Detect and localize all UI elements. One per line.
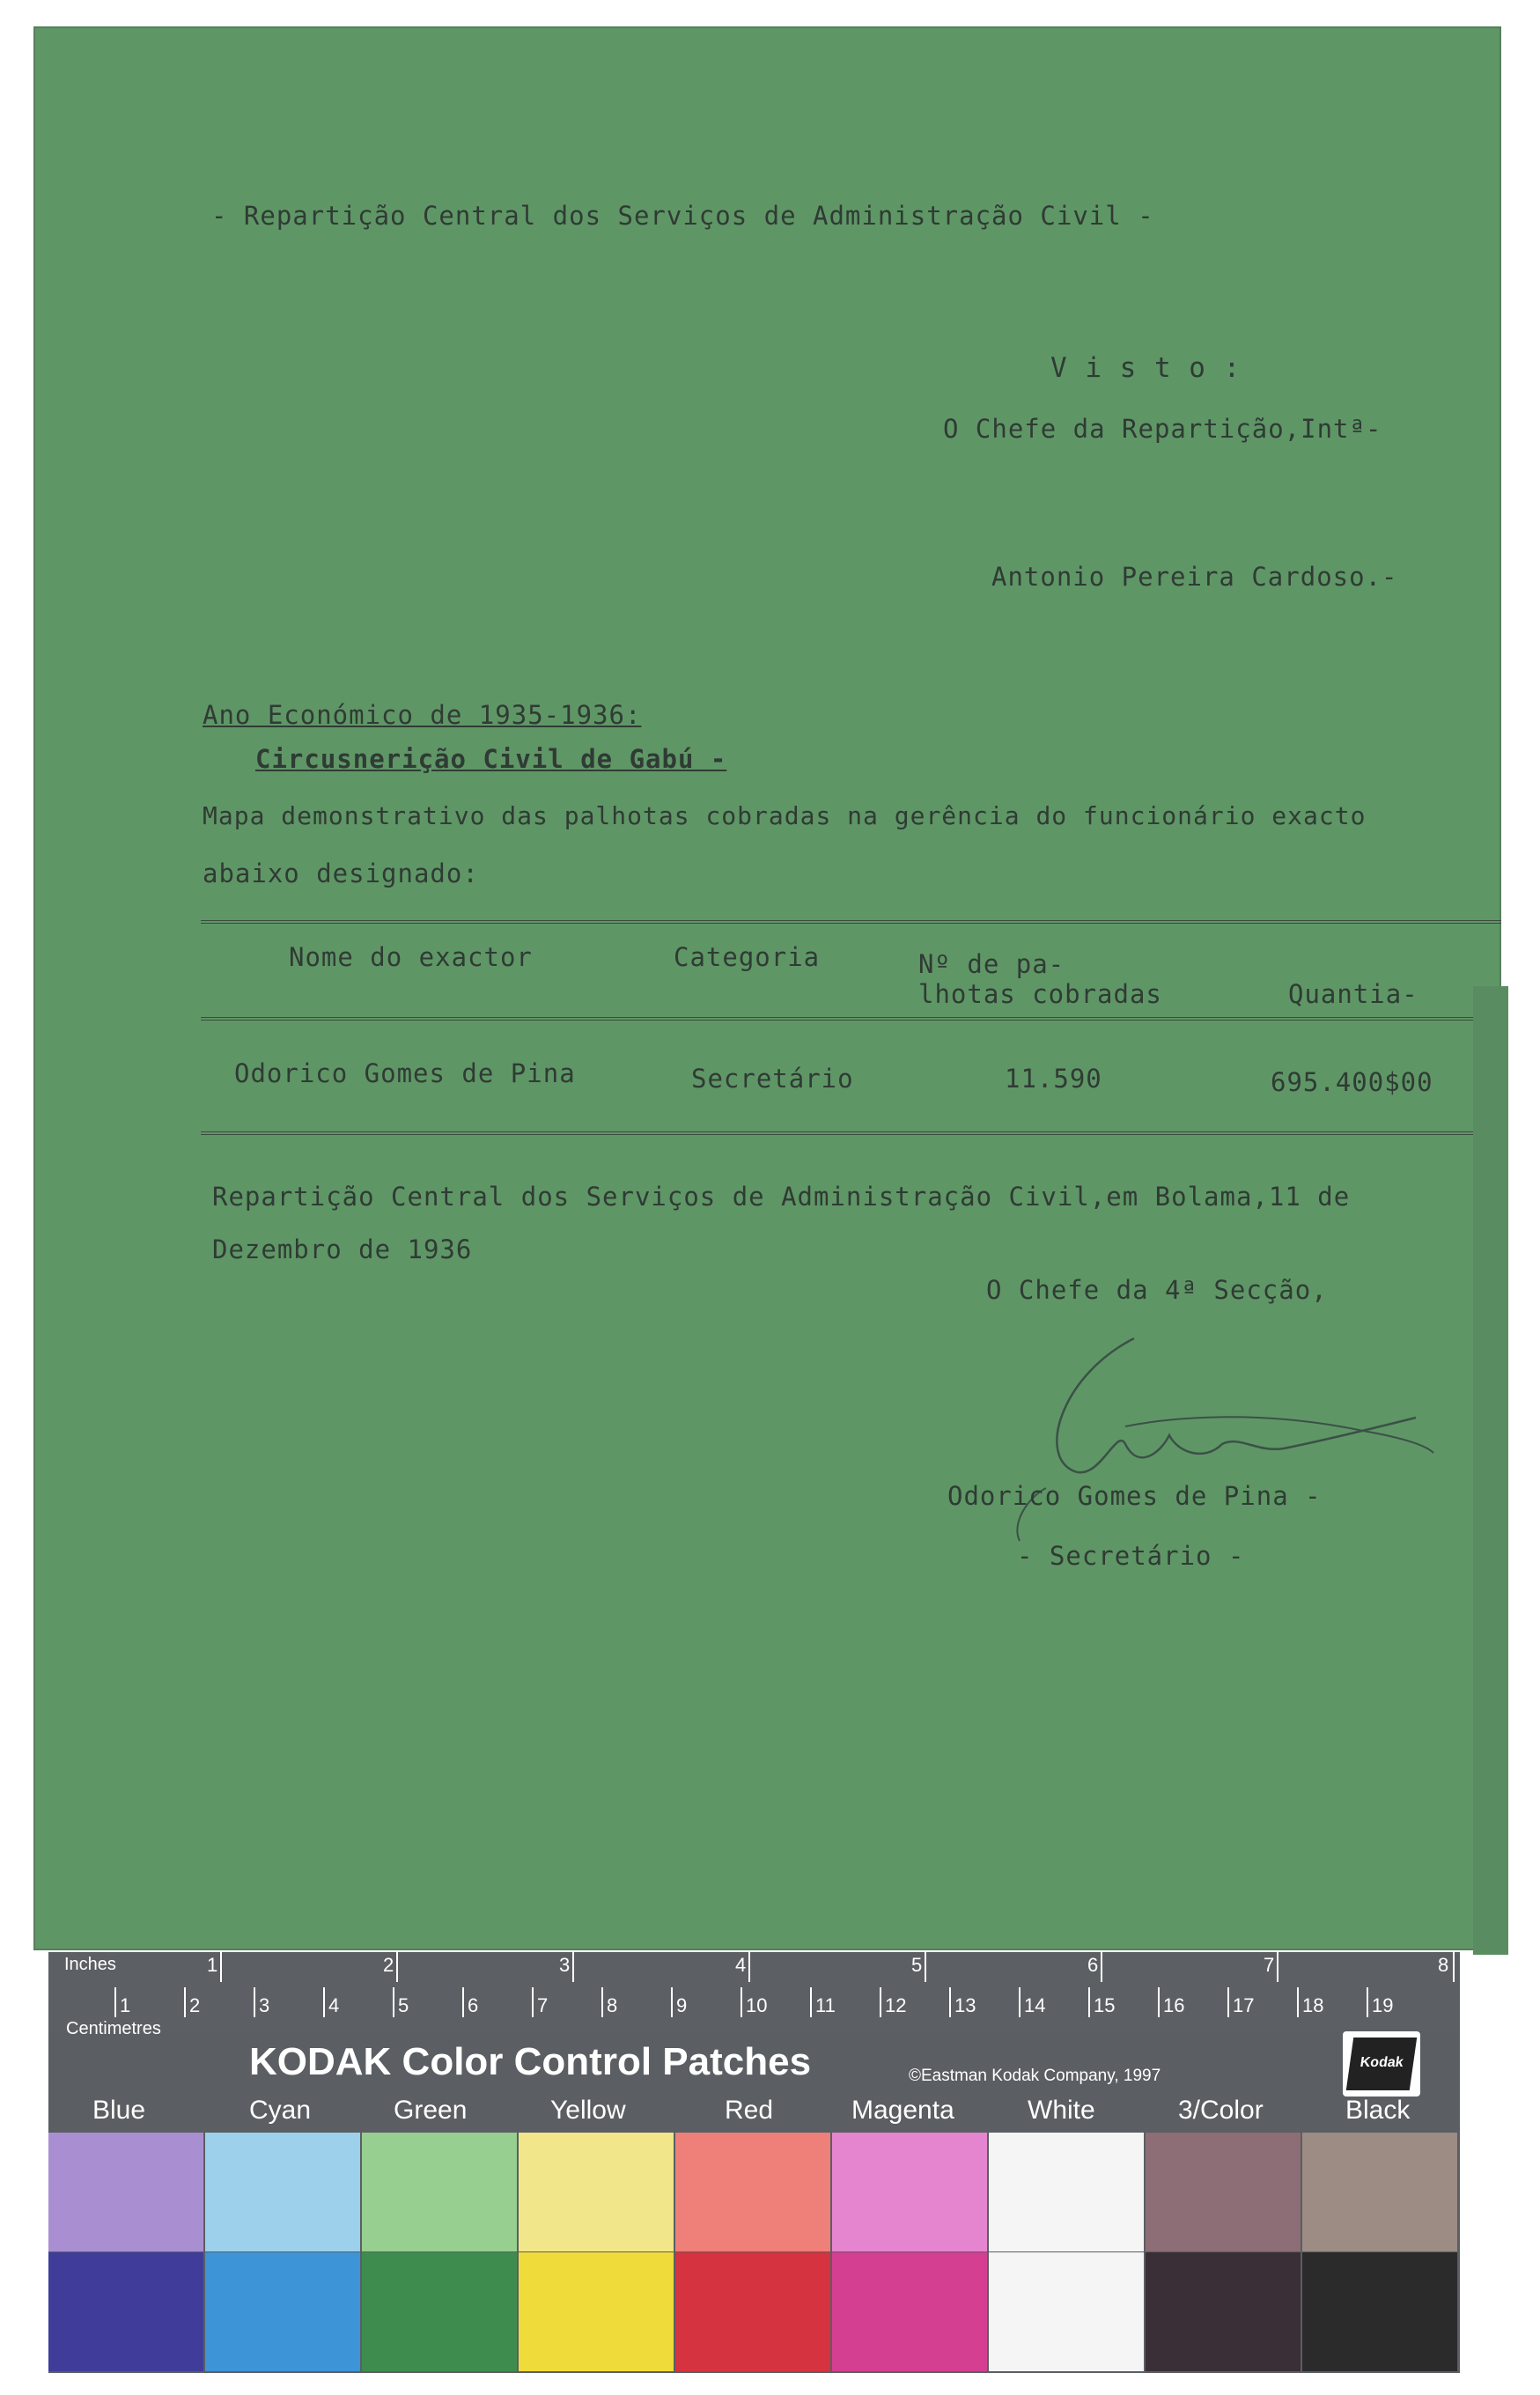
- closing-line-2: Dezembro de 1936: [212, 1234, 473, 1264]
- kodak-logo: [1343, 2031, 1420, 2097]
- header-quantia: Quantia-: [1288, 979, 1418, 1009]
- patch-green-light: [362, 2133, 517, 2251]
- cm-number: 9: [676, 1994, 688, 2016]
- document-page: [33, 26, 1501, 1950]
- patch-3color-dark: [1146, 2252, 1301, 2371]
- patch-black-dark: [1302, 2252, 1457, 2371]
- row-palhotas: 11.590: [1005, 1064, 1102, 1094]
- cm-number: 8: [607, 1994, 618, 2016]
- cm-tick: [1297, 1987, 1299, 2017]
- patch-label-red: Red: [725, 2096, 774, 2125]
- patch-blue-light: [48, 2133, 203, 2251]
- patch-red-light: [675, 2133, 830, 2251]
- ruler: [48, 1952, 1460, 2038]
- cm-tick: [1088, 1987, 1090, 2017]
- signatory-title: - Secretário -: [1017, 1541, 1245, 1571]
- cm-number: 12: [885, 1994, 907, 2016]
- target-copyright: ©Eastman Kodak Company, 1997: [909, 2067, 1161, 2085]
- inch-number: 8: [1438, 1954, 1449, 1976]
- cm-tick: [880, 1987, 881, 2017]
- mapa-line-1: Mapa demonstrativo das palhotas cobradas na gerência do funcionário exacto: [203, 801, 1367, 830]
- patch-white-bottom: [989, 2252, 1144, 2371]
- cm-number: 4: [328, 1994, 340, 2016]
- row-quantia: 695.400$00: [1271, 1067, 1433, 1097]
- inch-tick: [572, 1952, 574, 1982]
- closing-line-1: Repartição Central dos Serviços de Administração Civil,em Bolama,11 de: [212, 1182, 1351, 1212]
- inch-number: 6: [1087, 1954, 1099, 1976]
- inch-tick: [748, 1952, 750, 1982]
- patch-black-light: [1302, 2133, 1457, 2251]
- header-title: - Repartição Central dos Serviços de Administração Civil -: [211, 201, 1154, 231]
- table-top-rule: [201, 920, 1501, 924]
- patch-label-black: Black: [1345, 2096, 1411, 2125]
- cm-number: 10: [746, 1994, 768, 2016]
- cm-number: 7: [537, 1994, 549, 2016]
- header-categoria: Categoria: [674, 942, 821, 972]
- header-palhotas-1: Nº de pa-: [918, 949, 1065, 979]
- inch-number: 2: [383, 1954, 394, 1976]
- cm-number: 17: [1233, 1994, 1255, 2016]
- cm-number: 13: [954, 1994, 976, 2016]
- inch-tick: [220, 1952, 222, 1982]
- cm-tick: [532, 1987, 534, 2017]
- row-categoria: Secretário: [691, 1064, 854, 1094]
- patch-label-yellow: Yellow: [550, 2096, 626, 2125]
- patch-label-green: Green: [394, 2096, 468, 2125]
- cm-number: 3: [259, 1994, 270, 2016]
- patch-label-3color: 3/Color: [1178, 2096, 1264, 2125]
- cm-number: 19: [1372, 1994, 1394, 2016]
- chefe-nome: Antonio Pereira Cardoso.-: [991, 562, 1398, 592]
- row-nome: Odorico Gomes de Pina: [234, 1058, 576, 1088]
- cm-number: 18: [1302, 1994, 1324, 2016]
- kodak-logo-text: Kodak: [1359, 2055, 1404, 2070]
- signatory-name: Odorico Gomes de Pina -: [947, 1481, 1322, 1511]
- patch-label-cyan: Cyan: [249, 2096, 312, 2125]
- inches-label: Inches: [64, 1955, 116, 1974]
- table-header-rule: [201, 1017, 1501, 1021]
- patch-yellow-dark: [519, 2252, 674, 2371]
- circunscricao: Circusnerição Civil de Gabú -: [255, 744, 727, 774]
- cm-number: 1: [120, 1994, 131, 2016]
- patch-3color-light: [1146, 2133, 1301, 2251]
- target-title: KODAK Color Control Patches: [249, 2040, 812, 2083]
- header-nome: Nome do exactor: [289, 942, 533, 972]
- patch-red-dark: [675, 2252, 830, 2371]
- cm-tick: [184, 1987, 186, 2017]
- ano-economico: Ano Económico de 1935-1936:: [203, 700, 642, 730]
- patch-magenta-dark: [832, 2252, 987, 2371]
- inch-tick: [925, 1952, 926, 1982]
- mapa-line-2: abaixo designado:: [203, 859, 479, 888]
- visto-label: V i s t o :: [1050, 352, 1242, 384]
- patch-cyan-dark: [205, 2252, 360, 2371]
- patch-white-top: [989, 2133, 1144, 2251]
- inch-number: 4: [735, 1954, 747, 1976]
- inch-number: 1: [207, 1954, 218, 1976]
- patch-green-dark: [362, 2252, 517, 2371]
- cm-tick: [949, 1987, 951, 2017]
- kodak-color-target: [48, 1952, 1460, 2373]
- cm-tick: [741, 1987, 742, 2017]
- cm-tick: [671, 1987, 673, 2017]
- centimetres-label: Centimetres: [66, 2019, 161, 2038]
- patch-cyan-light: [205, 2133, 360, 2251]
- cm-tick: [1227, 1987, 1229, 2017]
- cm-number: 11: [815, 1994, 836, 2016]
- chefe-reparticao: O Chefe da Repartição,Intª-: [943, 414, 1382, 444]
- cm-tick: [323, 1987, 325, 2017]
- table-bottom-rule: [201, 1131, 1501, 1135]
- chefe-seccao: O Chefe da 4ª Secção,: [986, 1275, 1328, 1305]
- cm-tick: [601, 1987, 603, 2017]
- patch-blue-dark: [48, 2252, 203, 2371]
- inch-number: 7: [1264, 1954, 1275, 1976]
- cm-number: 15: [1094, 1994, 1116, 2016]
- inch-tick: [1277, 1952, 1278, 1982]
- cm-number: 2: [189, 1994, 201, 2016]
- cm-tick: [462, 1987, 464, 2017]
- patch-magenta-light: [832, 2133, 987, 2251]
- cm-tick: [1158, 1987, 1160, 2017]
- patch-yellow-light: [519, 2133, 674, 2251]
- cm-tick: [1019, 1987, 1021, 2017]
- cm-number: 16: [1163, 1994, 1185, 2016]
- patch-label-magenta: Magenta: [851, 2096, 954, 2125]
- cm-number: 14: [1024, 1994, 1046, 2016]
- patch-label-white: White: [1028, 2096, 1095, 2125]
- inch-number: 5: [911, 1954, 923, 1976]
- cm-tick: [114, 1987, 116, 2017]
- inch-tick: [1453, 1952, 1455, 1982]
- inch-tick: [1101, 1952, 1102, 1982]
- cm-number: 6: [468, 1994, 479, 2016]
- cm-number: 5: [398, 1994, 409, 2016]
- inch-number: 3: [559, 1954, 571, 1976]
- cm-tick: [1367, 1987, 1368, 2017]
- patch-label-blue: Blue: [92, 2096, 146, 2125]
- inch-tick: [396, 1952, 398, 1982]
- header-palhotas-2: lhotas cobradas: [918, 979, 1162, 1009]
- cm-tick: [393, 1987, 394, 2017]
- cm-tick: [254, 1987, 255, 2017]
- kodak-logo-mark: [1346, 2038, 1417, 2090]
- signature: [993, 1321, 1451, 1550]
- cm-tick: [810, 1987, 812, 2017]
